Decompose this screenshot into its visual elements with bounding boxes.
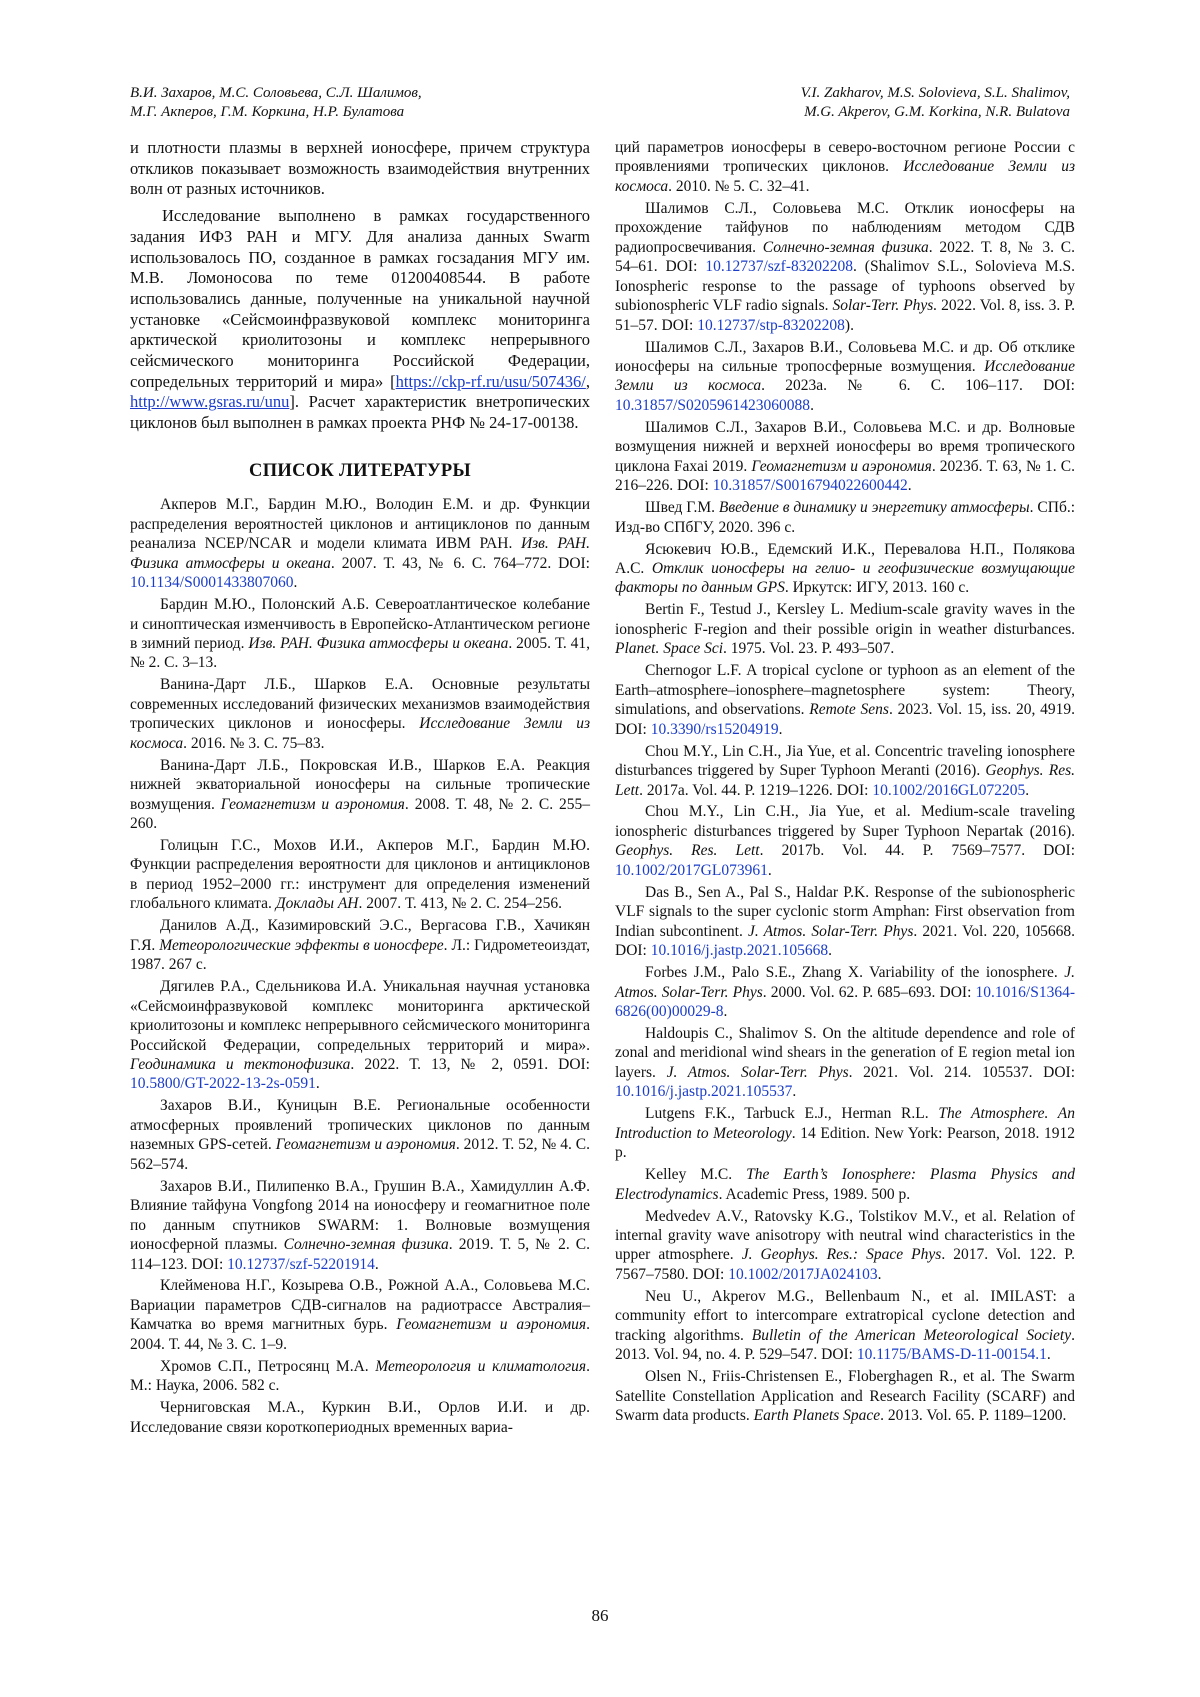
reference-authors-title: Швед Г.М. <box>645 499 719 517</box>
reference-source: Planet. Space Sci <box>615 640 724 658</box>
reference-doi-link[interactable]: 10.5800/GT-2022-13-2s-0591 <box>130 1075 316 1093</box>
reference-authors-title: Ясюкевич Ю.В., Едемский И.К., Перевалова Н.П., Полякова А.С. <box>615 540 1075 578</box>
reference-entry <box>615 963 1075 1021</box>
reference-details: . 2007. Т. 413, № 2. С. 254–256. <box>358 895 563 913</box>
reference-tail: . (Shalimov S.L., Solovieva M.S. Ionospheric response to the passage of typhoons observed by subionospheric VLF radio signals. <box>615 258 1075 315</box>
reference-authors-title: Haldoupis C., Shalimov S. On the altitude dependence and role of zonal and meridional wind shears in the generation of E region metal ion layers. <box>615 1024 1075 1081</box>
reference-details: . 2013. Vol. 65. P. 1189–1200. <box>880 1407 1067 1425</box>
reference-tail: . <box>792 1083 797 1101</box>
reference-source: Solar-Terr. Phys. <box>832 297 938 315</box>
reference-entry <box>615 742 1075 800</box>
reference-source: Geophys. Res. Lett <box>615 762 1075 799</box>
reference-details: . Л.: Гидрометеоиздат, 1987. 267 с. <box>130 936 591 974</box>
reference-entry <box>615 498 1075 537</box>
reference-source: Солнечно-земная физика <box>762 238 929 256</box>
reference-details: . 2000. Vol. 62. P. 685–693. DOI: <box>762 983 976 1001</box>
reference-source: Изв. РАН. Физика атмосферы и океана <box>248 634 509 652</box>
references-heading: СПИСОК ЛИТЕРАТУРЫ <box>249 460 471 481</box>
reference-entry <box>615 1104 1075 1162</box>
reference-doi-link[interactable]: 10.12737/szf-52201914 <box>227 1255 375 1273</box>
reference-details: . СПб.: Изд-во СПбГУ, 2020. 396 с. <box>615 499 1076 536</box>
reference-tail: . <box>810 396 814 414</box>
reference-entry <box>615 802 1075 880</box>
reference-tail: . <box>723 1002 728 1020</box>
reference-authors-title: Lutgens F.K., Tarbuck E.J., Herman R.L. <box>645 1105 939 1123</box>
reference-authors-title: Chou M.Y., Lin C.H., Jia Yue, et al. Medium-scale traveling ionospheric disturbances triggered by Super Typhoon Nepartak (2016). <box>615 803 1075 840</box>
reference-tail: . <box>315 1075 320 1093</box>
reference-entry <box>130 977 590 1094</box>
reference-details: . 2023. Vol. 15, iss. 20, 4919. DOI: <box>615 701 1076 738</box>
reference-details: . 2019. Т. 5, № 2. С. 114–123. DOI: <box>130 1236 591 1273</box>
reference-source: Геодинамика и тектонофизика <box>130 1055 351 1073</box>
reference-entry <box>615 138 1075 196</box>
reference-details: . 1975. Vol. 23. P. 493–507. <box>723 640 895 658</box>
reference-entry <box>130 1357 590 1396</box>
reference-doi-link[interactable]: 10.1002/2016GL072205 <box>872 781 1026 799</box>
reference-authors-title: Акперов М.Г., Бардин М.Ю., Володин Е.М. и др. Функции распределения вероятностей циклонов и антициклонов по данным реанализа NCEP/NCAR и модели климата ИВМ РАН. <box>130 496 590 553</box>
reference-authors-title: Das B., Sen A., Pal S., Haldar P.K. Response of the subionospheric VLF signals to the super cyclonic storm Amphan: First observation from Indian subcontinent. <box>615 883 1075 940</box>
reference-source: J. Geophys. Res.: Space Phys <box>741 1246 942 1264</box>
running-head-line: V.I. Zakharov, M.S. Solovieva, S.L. Shalimov, <box>800 85 1070 101</box>
reference-authors-title: Черниговская М.А., Куркин В.И., Орлов И.И. и др. Исследование связи короткопериодных временных вариа- <box>130 1399 590 1436</box>
references-list-left <box>130 495 590 1437</box>
reference-details: 2022. Vol. 8, iss. 3. P. 51–57. DOI: <box>615 297 1076 334</box>
reference-entry <box>615 418 1075 496</box>
reference-authors-title: Neu U., Akperov M.G., Bellenbaum N., et al. IMILAST: a community effort to intercompare extratropical cyclone detection and tracking algorithms. <box>615 1287 1075 1344</box>
reference-tail: . <box>907 477 912 495</box>
reference-entry <box>130 495 590 592</box>
reference-authors-title: Шалимов С.Л., Соловьева М.С. Отклик ионосферы на прохождение тайфунов по наблюдениям методом СДВ радиопросвечивания. <box>615 199 1075 256</box>
reference-details: . 2007. Т. 43, № 6. С. 764–772. DOI: <box>330 554 590 572</box>
reference-doi-link[interactable]: 10.1002/2017GL073961 <box>615 861 768 879</box>
reference-tail: . <box>1025 781 1030 799</box>
acknowledgment-paragraph <box>130 206 590 434</box>
reference-authors-title: Дягилев Р.А., Сдельникова И.А. Уникальная научная установка «Сейсмоинфразвуковой комплекс мониторинга арктической криолитозоны и комплекс непрерывного сейсмического мониторинга Российской Федерации, сопредельных территорий и мира». <box>130 978 590 1054</box>
reference-details: . 14 Edition. New York: Pearson, 2018. 1912 p. <box>615 1124 1076 1162</box>
reference-authors-title: Хромов С.П., Петросянц М.А. <box>160 1357 376 1375</box>
reference-authors-title: ций параметров ионосферы в северо-восточном регионе России с проявлениями тропических циклонов. <box>615 139 1075 176</box>
reference-entry <box>615 1024 1075 1102</box>
reference-authors-title: Chernogor L.F. A tropical cyclone or typhoon as an element of the Earth–atmosphere–ionosphere–magnetosphere system: Theory, simulations, and observations. <box>615 662 1075 719</box>
reference-authors-title: Forbes J.M., Palo S.E., Zhang X. Variability of the ionosphere. <box>645 964 1065 982</box>
reference-authors-title: Olsen N., Friis-Christensen E., Floberghagen R., et al. The Swarm Satellite Constellation Application and Research Facility (SCARF) and Swarm data products. <box>615 1368 1075 1425</box>
reference-details: . М.: Наука, 2006. 582 с. <box>130 1357 590 1395</box>
reference-source: Исследование Земли из космоса <box>615 158 1075 195</box>
reference-doi-link[interactable]: 10.12737/stp-83202208 <box>697 316 845 334</box>
reference-doi-link[interactable]: 10.31857/S0205961423060088 <box>615 396 811 414</box>
reference-entry <box>615 600 1075 658</box>
reference-authors-title: Захаров В.И., Пилипенко В.А., Грушин В.А., Хамидуллин А.Ф. Влияние тайфуна Vongfong 2014 на ионосферу и геомагнитное поле по данным спутников SWARM: 1. Волновые возмущения ионосферной плазмы. <box>130 1177 590 1254</box>
reference-authors-title: Ванина-Дарт Л.Б., Шарков Е.А. Основные результаты современных исследований физических механизмов взаимодействия тропических циклонов и ионосферы. <box>130 676 590 733</box>
running-head-authors-en <box>801 84 1070 122</box>
reference-details: . 2008. Т. 48, № 2. С. 255–260. <box>130 795 590 833</box>
reference-source: J. Atmos. Solar-Terr. Phys <box>747 922 914 940</box>
reference-source: Геомагнетизм и аэрономия <box>396 1316 587 1334</box>
reference-details: . 2023а. № 6. С. 106–117. DOI: <box>761 377 1075 395</box>
gsras-link[interactable]: http://www.gsras.ru/unu <box>130 392 290 412</box>
reference-authors-title: Bertin F., Testud J., Kersley L. Medium-scale gravity waves in the ionospheric F-region and their possible origin in weather disturbances. <box>615 601 1075 638</box>
page-number: 86 <box>591 1606 609 1625</box>
reference-authors-title: Голицын Г.С., Мохов И.И., Акперов М.Г., Бардин М.Ю. Функции распределения вероятности для циклонов и антициклонов в период 1952–2000 гг.: инструмент для определения изменений глобального климата. <box>130 837 590 913</box>
reference-entry <box>130 1276 590 1354</box>
reference-details: . 2013. Vol. 94, no. 4. P. 529–547. DOI: <box>615 1326 1075 1364</box>
reference-authors-title: Шалимов С.Л., Захаров В.И., Соловьева М.С. и др. Волновые возмущения нижней и верхней ионосферы во время тропического циклона Faxai 2019. <box>615 418 1075 475</box>
ckp-link[interactable]: https://ckp-rf.ru/usu/507436/ <box>395 371 586 391</box>
reference-authors-title: Medvedev A.V., Ratovsky K.G., Tolstikov M.V., et al. Relation of internal gravity wave anisotropy with neutral wind characteristics in the upper atmosphere. <box>615 1207 1075 1264</box>
acknowledgment-text: Исследование выполнено в рамках государственного задания ИФЗ РАН и МГУ. Для анализа данных Swarm использовалось ПО, созданное в рамках госзадания МГУ им. М.В. Ломоносова по теме 01200408544. В работе использовались данные, полученные на уникальной научной установке «Сейсмоинфразвуковой комплекс мониторинга арктической криолитозоны и комплекс непрерывного сейсмического мониторинга Российской Федерации, сопредельных территорий и мира» [ <box>130 206 590 391</box>
reference-doi-link[interactable]: 10.1002/2017JA024103 <box>728 1265 878 1283</box>
reference-entry <box>130 1096 590 1174</box>
reference-doi-link[interactable]: 10.3390/rs15204919 <box>650 720 779 738</box>
reference-details: . 2022. Т. 8, № 3. С. 54–61. DOI: <box>615 238 1076 276</box>
reference-details: . Иркутск: ИГУ, 2013. 160 с. <box>784 579 970 597</box>
reference-source: The Atmosphere. An Introduction to Meteorology <box>615 1105 1076 1142</box>
reference-authors-title: Kelley M.C. <box>645 1166 747 1184</box>
left-column <box>130 138 590 1440</box>
reference-source: Доклады АН <box>275 895 359 913</box>
reference-authors-title: Клейменова Н.Г., Козырева О.В., Рожной А.А., Соловьева М.С. Вариации параметров СДВ-сигналов на радиотрассе Австралия–Камчатка во время магнитных бурь. <box>130 1277 590 1334</box>
references-list-right <box>615 138 1075 1426</box>
reference-entry <box>130 675 590 753</box>
reference-source: Геомагнетизм и аэрономия <box>275 1136 456 1154</box>
reference-doi-link[interactable]: 10.12737/szf-83202208 <box>705 258 853 276</box>
reference-entry <box>615 883 1075 961</box>
reference-details: . 2010. № 5. С. 32–41. <box>668 177 810 195</box>
reference-entry <box>615 199 1075 335</box>
reference-doi-link[interactable]: 10.1175/BAMS-D-11-00154.1 <box>856 1346 1047 1364</box>
reference-details: . 2004. Т. 44, № 3. С. 1–9. <box>130 1316 590 1353</box>
reference-doi-link[interactable]: 10.1016/j.jastp.2021.105537 <box>615 1083 793 1101</box>
reference-entry <box>615 540 1075 598</box>
running-head-line: М.Г. Акперов, Г.М. Коркина, Н.Р. Булатова <box>130 104 405 120</box>
reference-details: . 2012. Т. 52, № 4. С. 562–574. <box>130 1136 591 1173</box>
reference-entry <box>615 1367 1075 1425</box>
reference-source: Геомагнетизм и аэрономия <box>220 795 405 813</box>
reference-details: . 2005. Т. 41, № 2. С. 3–13. <box>130 634 590 672</box>
reference-doi-link[interactable]: 10.1016/S1364-6826(00)00029-8 <box>615 983 1075 1020</box>
reference-entry <box>615 338 1075 416</box>
reference-details: . 2021. Vol. 214. 105537. DOI: <box>848 1063 1075 1081</box>
reference-details: . 2017a. Vol. 44. P. 1219–1226. DOI: <box>639 781 873 799</box>
reference-source: J. Atmos. Solar-Terr. Phys <box>615 964 1075 1001</box>
reference-doi-link[interactable]: 10.1134/S0001433807060 <box>130 574 294 592</box>
reference-details: . 2017b. Vol. 44. P. 7569–7577. DOI: <box>759 842 1076 860</box>
reference-entry <box>130 1398 590 1437</box>
running-head-line: В.И. Захаров, М.С. Соловьева, С.Л. Шалимов, <box>130 85 422 101</box>
reference-source: Earth Planets Space <box>753 1407 881 1425</box>
reference-tail: . <box>1046 1346 1051 1364</box>
body-paragraph: и плотности плазмы в верхней ионосфере, причем структура откликов показывает возможность взаимодействия внутренних волн от разных источников. <box>130 138 590 199</box>
reference-authors-title: Шалимов С.Л., Захаров В.И., Соловьева М.С. и др. Об отклике ионосферы на сильные тропосферные возмущения. <box>615 338 1075 375</box>
reference-source: Введение в динамику и энергетику атмосферы <box>718 499 1030 517</box>
reference-source: Солнечно-земная физика <box>283 1236 449 1254</box>
reference-source: Исследование Земли из космоса <box>615 357 1075 395</box>
reference-source: Remote Sens <box>809 701 889 719</box>
reference-entry <box>130 1177 590 1274</box>
reference-tail: ). <box>844 316 854 334</box>
reference-source: Отклик ионосферы на гелио- и геофизические возмущающие факторы по данным GPS <box>615 560 1075 597</box>
reference-tail: . <box>374 1255 379 1273</box>
reference-entry <box>615 1165 1075 1204</box>
reference-authors-title: Бардин М.Ю., Полонский А.Б. Североатлантическое колебание и синоптическая изменчивость в Европейско-Атлантическом регионе в зимний период. <box>130 596 590 652</box>
reference-source: Метеорология и климатология <box>375 1357 587 1375</box>
reference-entry <box>130 756 590 834</box>
reference-source: J. Atmos. Solar-Terr. Phys <box>666 1063 849 1081</box>
reference-entry <box>130 595 590 673</box>
reference-tail: . <box>877 1265 882 1283</box>
reference-tail: . <box>778 720 783 738</box>
reference-details: . 2016. № 3. С. 75–83. <box>183 734 325 752</box>
reference-details: . 2023б. Т. 63, № 1. С. 216–226. DOI: <box>615 457 1075 495</box>
reference-source: Geophys. Res. Lett <box>615 842 760 860</box>
reference-details: . 2017. Vol. 122. P. 7567–7580. DOI: <box>615 1246 1075 1283</box>
reference-source: Bulletin of the American Meteorological Society <box>751 1326 1072 1344</box>
link-separator: , <box>585 371 590 391</box>
reference-doi-link[interactable]: 10.31857/S0016794022600442 <box>712 477 908 495</box>
reference-source: The Earth’s Ionosphere: Plasma Physics and Electrodynamics <box>615 1166 1076 1203</box>
reference-details: . Academic Press, 1989. 500 p. <box>718 1185 911 1203</box>
reference-tail: . <box>293 574 298 592</box>
reference-source: Исследование Земли из космоса <box>130 715 590 752</box>
reference-authors-title: Захаров В.И., Куницын В.Е. Региональные особенности атмосферных проявлений тропических циклонов по данным наземных GPS-сетей. <box>130 1097 590 1154</box>
reference-authors-title: Данилов А.Д., Казимировский Э.С., Вергасова Г.В., Хачикян Г.Я. <box>130 917 590 954</box>
reference-authors-title: Ванина-Дарт Л.Б., Покровская И.В., Шарков Е.А. Реакция нижней экваториальной ионосферы на сильные тропические возмущения. <box>130 756 590 813</box>
running-head-authors-ru <box>130 84 422 122</box>
reference-entry <box>615 1287 1075 1365</box>
running-head-line: M.G. Akperov, G.M. Korkina, N.R. Bulatova <box>804 104 1070 120</box>
reference-entry <box>130 836 590 914</box>
reference-source: Геомагнетизм и аэрономия <box>751 457 932 475</box>
right-column <box>615 138 1075 1428</box>
reference-entry <box>130 916 590 974</box>
reference-tail: . <box>767 861 772 879</box>
acknowledgment-text-end: ]. Расчет характеристик внетропических циклонов был выполнен в рамках проекта РНФ № 24-17-00138. <box>130 392 590 433</box>
reference-source: Метеорологические эффекты в ионосфере <box>159 936 444 954</box>
reference-details: . 2022. Т. 13, № 2, 0591. DOI: <box>350 1055 590 1073</box>
reference-entry <box>615 1207 1075 1285</box>
reference-details: . 2021. Vol. 220, 105668. DOI: <box>615 922 1076 960</box>
article-body <box>130 138 590 434</box>
reference-entry <box>615 661 1075 739</box>
reference-authors-title: Chou M.Y., Lin C.H., Jia Yue, et al. Concentric traveling ionosphere disturbances triggered by Super Typhoon Meranti (2016). <box>615 742 1075 780</box>
reference-tail: . <box>828 942 832 960</box>
reference-doi-link[interactable]: 10.1016/j.jastp.2021.105668 <box>650 942 829 960</box>
reference-source: Изв. РАН. Физика атмосферы и океана <box>130 535 590 572</box>
